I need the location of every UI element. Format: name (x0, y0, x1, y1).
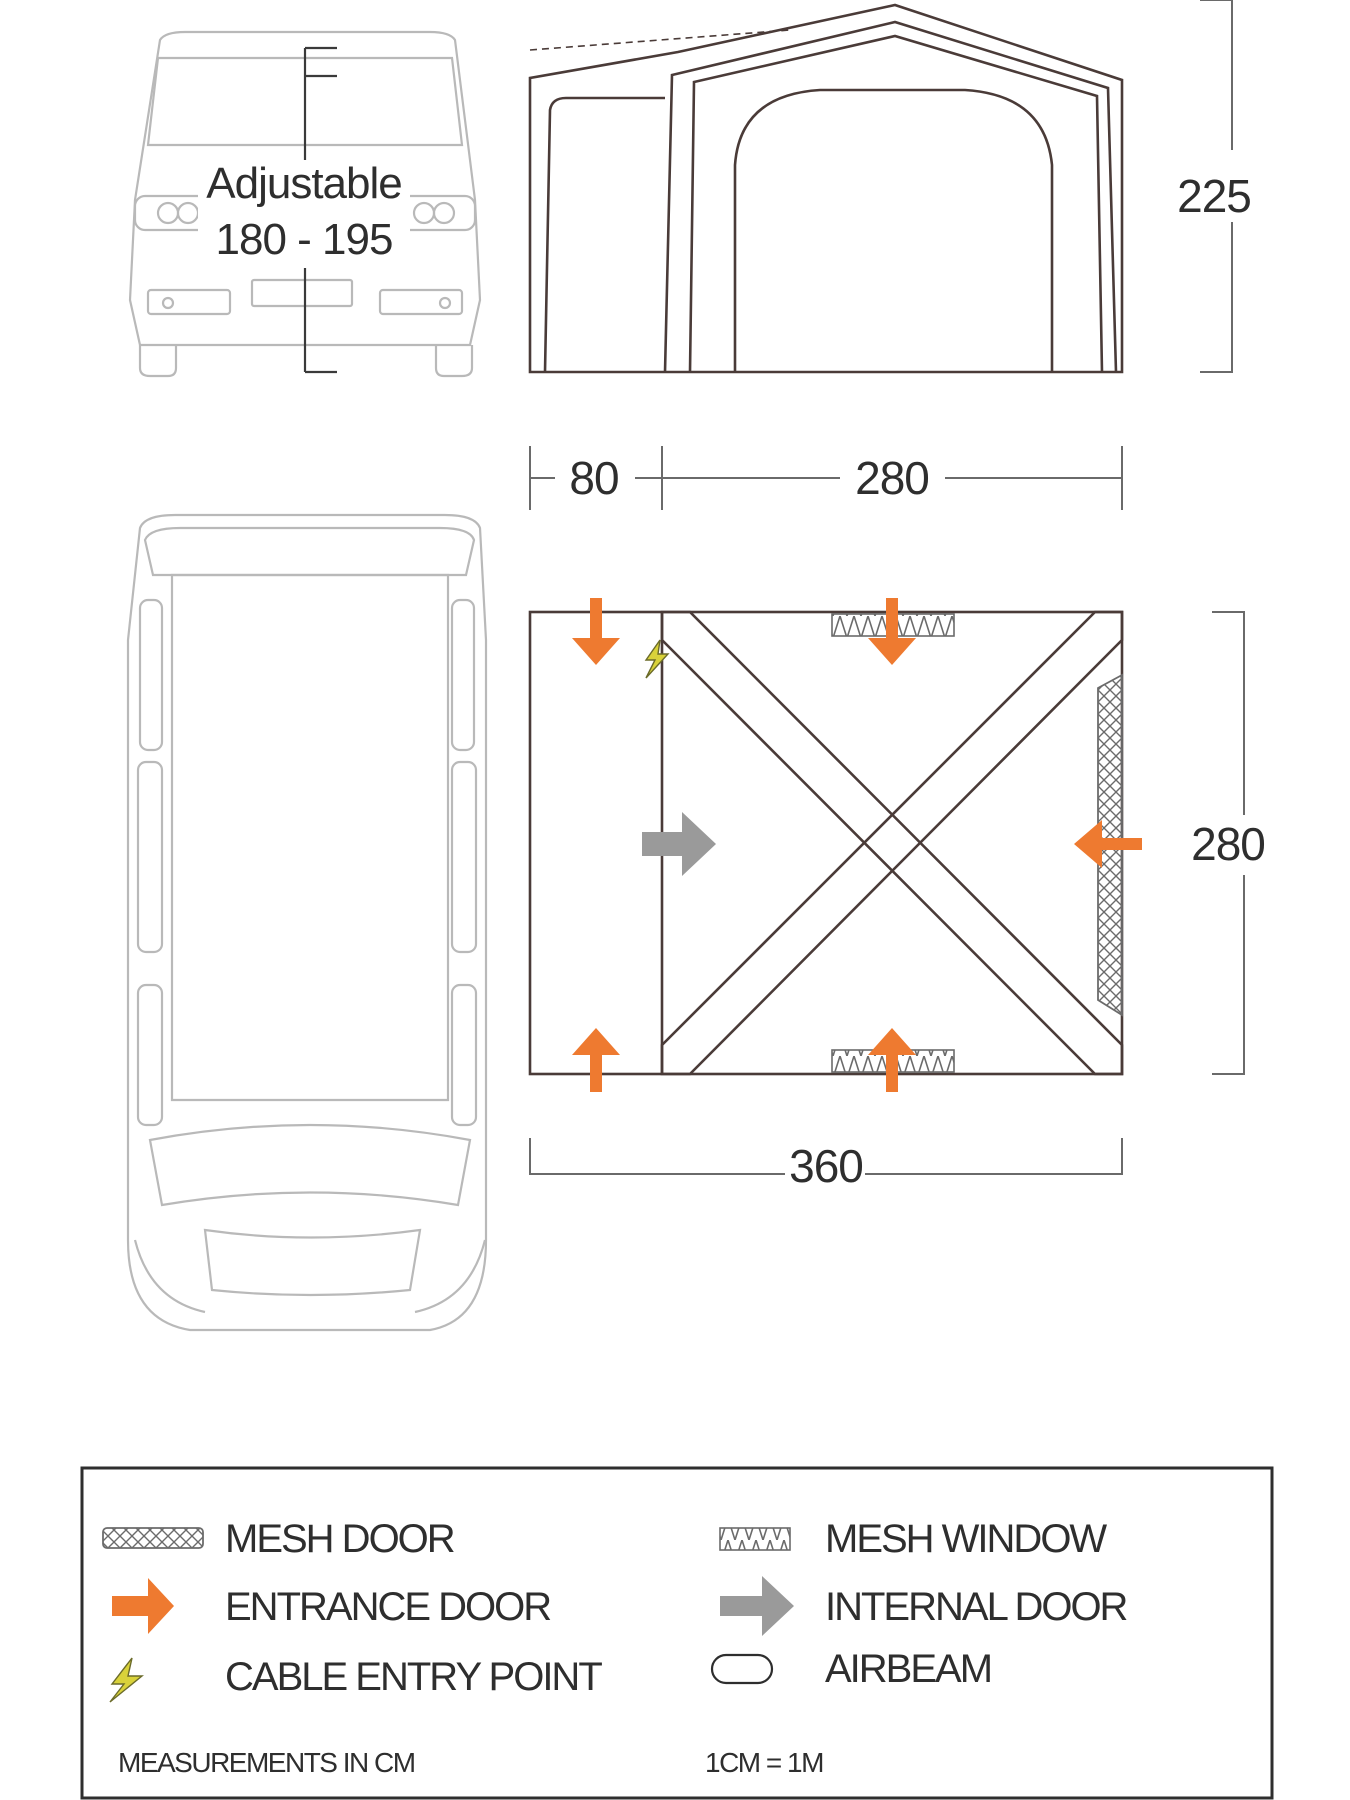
cable-entry-bolt-icon (646, 640, 668, 678)
entrance-door-arrow-icon (112, 1578, 174, 1634)
total-width-dimension (530, 1138, 1122, 1192)
legend-label-airbeam: AIRBEAM (825, 1647, 992, 1691)
mesh-door-icon (103, 1528, 203, 1548)
porch-width-value: 80 (569, 452, 619, 504)
legend-label-mesh-window: MESH WINDOW (825, 1517, 1106, 1561)
vehicle-front-view (130, 32, 480, 376)
measurements-note: MEASUREMENTS IN CM (118, 1747, 415, 1778)
cable-entry-legend-icon (110, 1658, 142, 1702)
scale-note: 1CM = 1M (705, 1747, 823, 1778)
height-range-label: 180 - 195 (215, 215, 393, 264)
main-width-value: 280 (855, 452, 929, 504)
depth-dimension (1191, 612, 1265, 1074)
height-value: 225 (1177, 170, 1251, 222)
total-width-value: 360 (789, 1140, 863, 1192)
internal-door-arrow-icon (642, 812, 716, 876)
vehicle-top-view (128, 515, 486, 1330)
mesh-window-icon (720, 1528, 790, 1550)
tent-side-view (530, 5, 1122, 372)
entrance-arrow-porch-bottom (572, 1028, 620, 1092)
legend-box (82, 1468, 1272, 1798)
legend-label-mesh-door: MESH DOOR (225, 1517, 454, 1561)
airbeam-icon (712, 1655, 772, 1683)
tent-floor-plan (530, 612, 1122, 1074)
depth-value: 280 (1191, 818, 1265, 870)
entrance-arrow-porch-top (572, 598, 620, 665)
legend-label-cable-entry: CABLE ENTRY POINT (225, 1655, 601, 1699)
internal-door-arrow-legend-icon (720, 1576, 794, 1636)
width-dimensions-top (530, 446, 1122, 510)
legend-label-internal-door: INTERNAL DOOR (825, 1585, 1127, 1629)
adjustable-label: Adjustable (206, 159, 402, 208)
legend-label-entrance-door: ENTRANCE DOOR (225, 1585, 551, 1629)
height-dimension (1177, 0, 1251, 372)
